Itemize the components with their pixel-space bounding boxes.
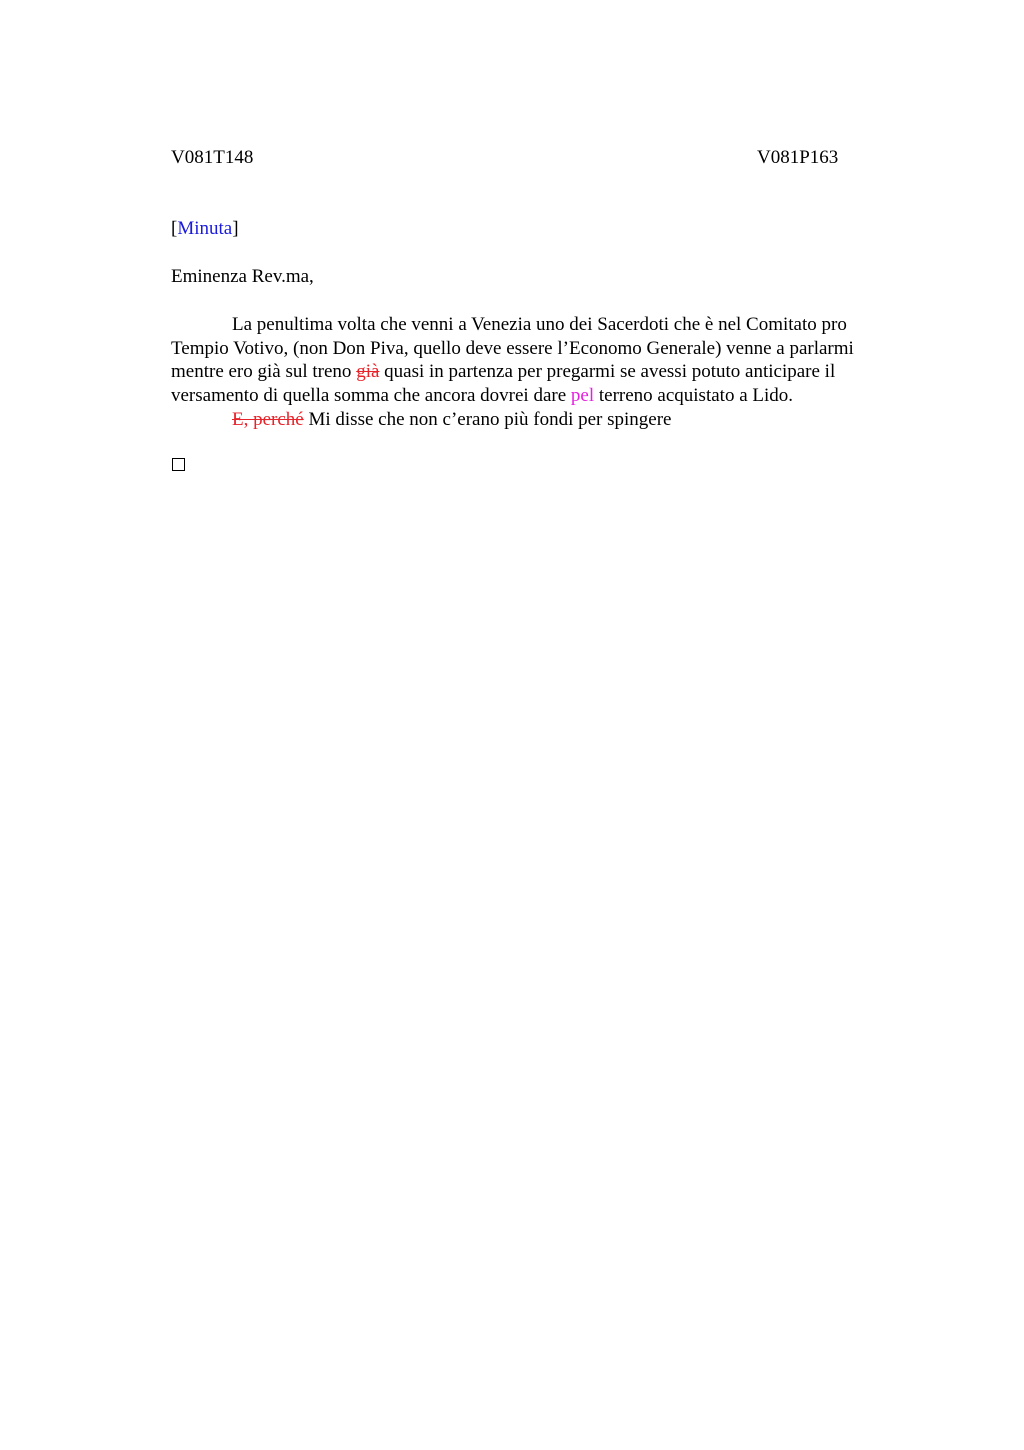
inserted-word: pel bbox=[570, 385, 595, 407]
minuta-label bbox=[171, 218, 239, 240]
deleted-word: già bbox=[356, 361, 380, 383]
open-bracket: [ bbox=[171, 218, 178, 239]
minuta-word: Minuta bbox=[177, 218, 233, 239]
deleted-phrase: E, perché bbox=[232, 408, 304, 430]
document-code-left: V081T148 bbox=[171, 147, 254, 168]
line3-text-b: quasi in partenza per pregarmi se avessi potuto anticipare il bbox=[379, 361, 836, 383]
salutation: Eminenza Rev.ma, bbox=[171, 266, 314, 287]
document-code-right: V081P163 bbox=[757, 147, 839, 168]
paragraph1-line1: La penultima volta che venni a Venezia uno dei Sacerdoti che è nel Comitato pro bbox=[232, 314, 847, 335]
line4-text-b: terreno acquistato a Lido. bbox=[594, 385, 794, 407]
paragraph1-line4 bbox=[171, 384, 931, 408]
paragraph1-line2: Tempio Votivo, (non Don Piva, quello deve essere l’Economo Generale) venne a parlarmi bbox=[171, 337, 854, 359]
close-bracket: ] bbox=[232, 218, 239, 239]
paragraph2-line1 bbox=[171, 408, 931, 432]
letter-body bbox=[171, 313, 931, 432]
line3-text-a: mentre ero già sul treno bbox=[171, 361, 357, 383]
paragraph2-text: Mi disse che non c’erano più fondi per spingere bbox=[303, 408, 672, 430]
line4-text-a: versamento di quella somma che ancora dovrei dare bbox=[171, 385, 571, 407]
empty-square-icon bbox=[172, 458, 185, 471]
paragraph1-line3 bbox=[171, 360, 931, 384]
